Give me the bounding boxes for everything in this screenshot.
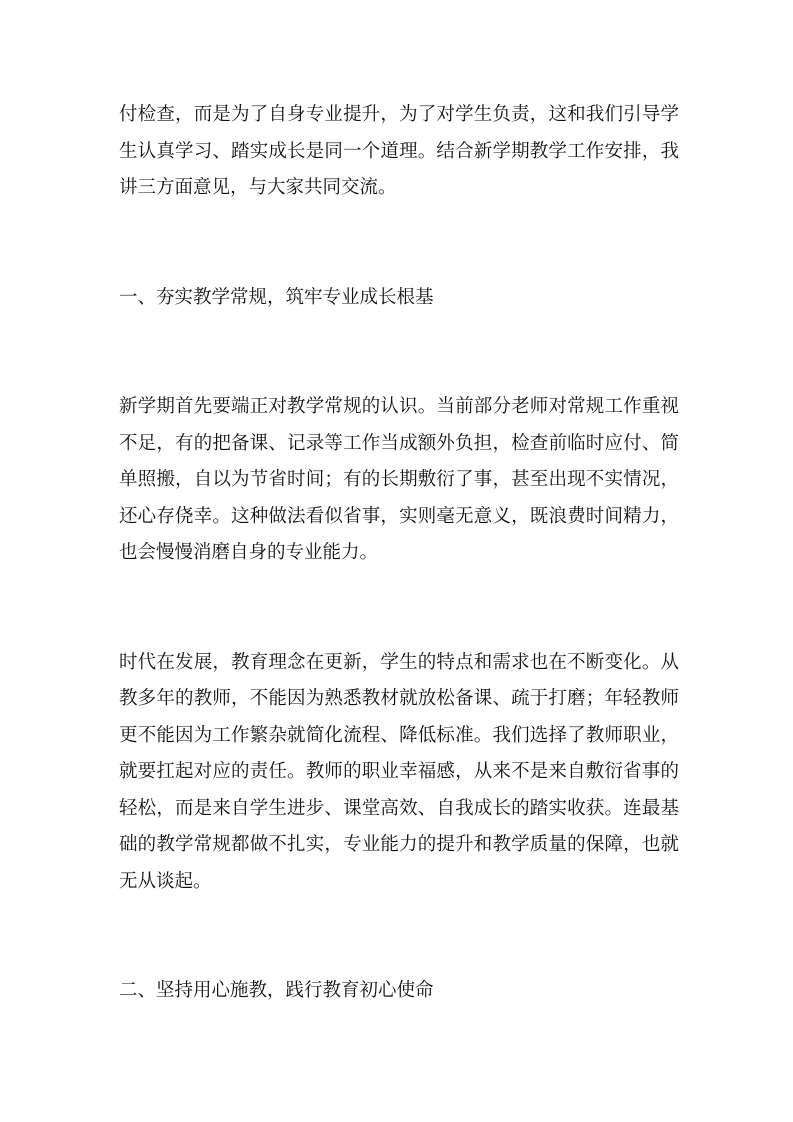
paragraph-line: 讲三方面意见，与大家共同交流。 bbox=[119, 177, 397, 198]
document-body bbox=[119, 97, 679, 1010]
section-1-paragraph-1 bbox=[119, 389, 679, 572]
paragraph-line: 新学期首先要端正对教学常规的认识。当前部分老师对常规工作重视 bbox=[119, 396, 679, 417]
paragraph-line: 生认真学习、踏实成长是同一个道理。结合新学期教学工作安排，我 bbox=[119, 140, 679, 162]
intro-paragraph bbox=[119, 97, 679, 207]
paragraph-spacer bbox=[119, 900, 679, 973]
paragraph-line: 教多年的教师，不能因为熟悉教材就放松备课、疏于打磨；年轻教师 bbox=[119, 688, 679, 709]
paragraph-line: 更不能因为工作繁杂就简化流程、降低标准。我们选择了教师职业， bbox=[119, 724, 679, 746]
paragraph-line: 付检查，而是为了自身专业提升，为了对学生负责，这和我们引导学 bbox=[119, 104, 679, 125]
section-heading-1: 一、夯实教学常规，筑牢专业成长根基 bbox=[119, 286, 434, 308]
section-heading-2: 二、坚持用心施教，践行教育初心使命 bbox=[119, 980, 434, 1001]
paragraph-spacer bbox=[119, 207, 679, 280]
paragraph-line: 单照搬，自以为节省时间；有的长期敷衍了事，甚至出现不实情况， bbox=[119, 469, 679, 490]
paragraph-line: 不足，有的把备课、记录等工作当成额外负担，检查前临时应付、简 bbox=[119, 432, 679, 454]
paragraph-spacer bbox=[119, 572, 679, 645]
paragraph-line: 还心存侥幸。这种做法看似省事，实则毫无意义，既浪费时间精力， bbox=[119, 505, 679, 527]
paragraph-line: 轻松，而是来自学生进步、课堂高效、自我成长的踏实收获。连最基 bbox=[119, 797, 679, 819]
paragraph-line: 础的教学常规都做不扎实，专业能力的提升和教学质量的保障，也就 bbox=[119, 834, 679, 855]
section-1-paragraph-2 bbox=[119, 645, 679, 901]
paragraph-line: 也会慢慢消磨自身的专业能力。 bbox=[119, 542, 379, 563]
paragraph-spacer bbox=[119, 316, 679, 389]
paragraph-line: 就要扛起对应的责任。教师的职业幸福感，从来不是来自敷衍省事的 bbox=[119, 761, 679, 782]
paragraph-line: 无从谈起。 bbox=[119, 870, 212, 892]
paragraph-line: 时代在发展，教育理念在更新，学生的特点和需求也在不断变化。从 bbox=[119, 651, 679, 673]
